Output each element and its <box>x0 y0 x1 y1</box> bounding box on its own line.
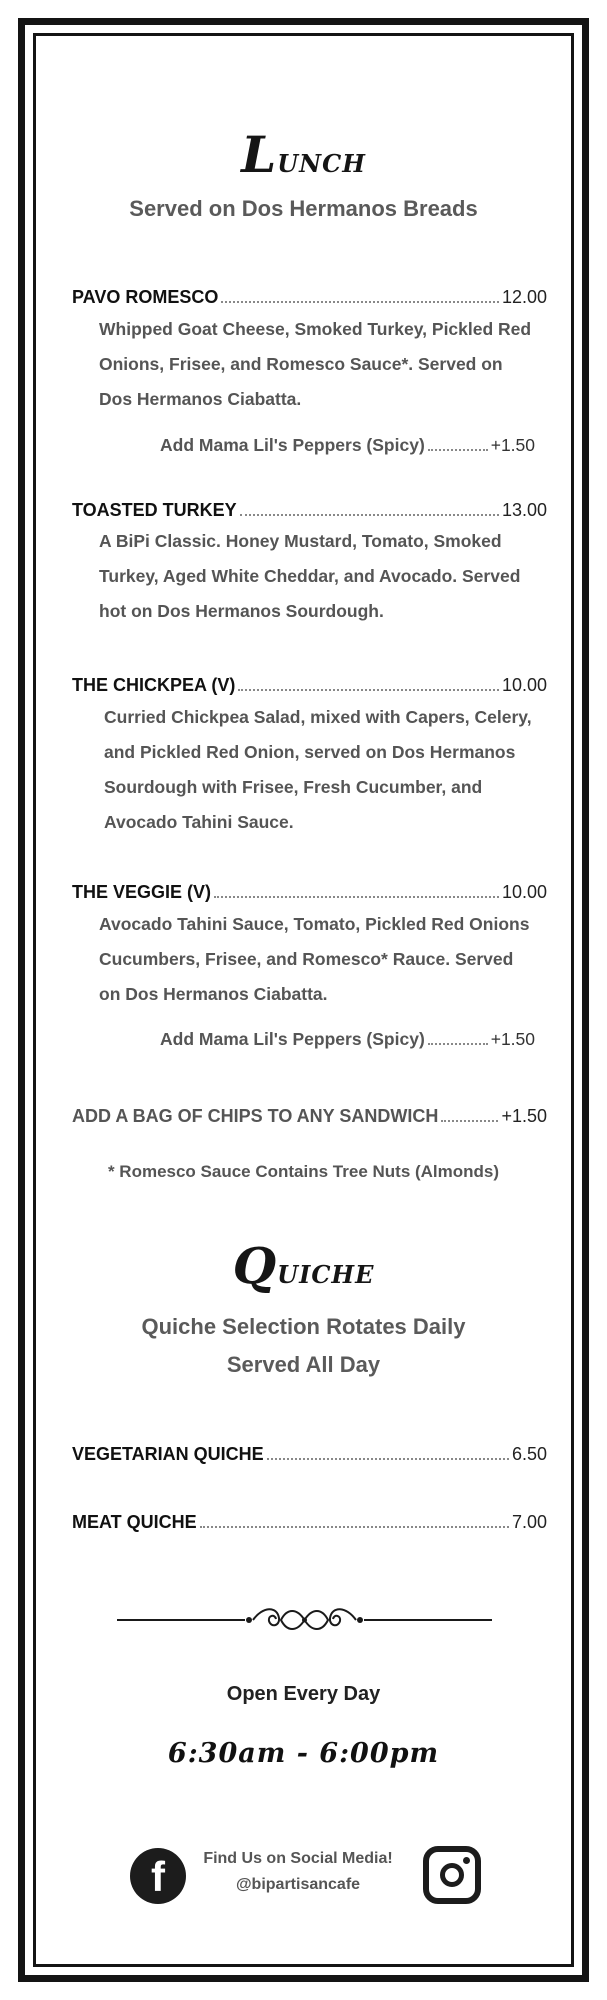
item-price: 7.00 <box>511 1512 547 1532</box>
addon-label: Add Mama Lil's Peppers (Spicy) <box>160 1029 425 1049</box>
hours-label: Open Every Day <box>226 1683 381 1705</box>
instagram-lens <box>440 1863 464 1887</box>
instagram-dot <box>463 1857 470 1864</box>
menu-item-the-chickpea <box>72 668 547 696</box>
addon-price: +1.50 <box>490 435 535 455</box>
item-description: A BiPi Classic. Honey Mustard, Tomato, Smoked Turkey, Aged White Cheddar, and Avocado. Served hot on Dos Hermanos Sourdough. <box>99 531 521 621</box>
social-section <box>60 1838 547 1908</box>
social-handle[interactable]: @bipartisancafe <box>235 1876 361 1893</box>
chips-label: ADD A BAG OF CHIPS TO ANY SANDWICH <box>72 1106 439 1126</box>
item-name: THE VEGGIE (V) <box>72 882 212 902</box>
menu-item-meat-quiche <box>72 1505 547 1533</box>
menu-content <box>60 0 547 2000</box>
social-text <box>198 1846 398 1898</box>
hours-time: 6:30am - 6:00pm <box>167 1738 440 1769</box>
item-description: Avocado Tahini Sauce, Tomato, Pickled Red Onions Cucumbers, Frisee, and Romesco* Rauce. Served on Dos Hermanos Ciabatta. <box>99 914 530 1004</box>
quiche-subtitle-rotates: Quiche Selection Rotates Daily <box>141 1314 466 1339</box>
item-addon <box>160 428 535 456</box>
chips-addon-row <box>72 1099 547 1127</box>
item-name: MEAT QUICHE <box>72 1512 197 1532</box>
item-description: Curried Chickpea Salad, mixed with Capers, Celery, and Pickled Red Onion, served on Dos Hermanos Sourdough with Frisee, Fresh Cucumber, and Avocado Tahini Sauce. <box>104 707 532 832</box>
addon-price: +1.50 <box>490 1029 535 1049</box>
dot-leader <box>238 688 499 691</box>
dot-leader <box>441 1119 498 1122</box>
dot-leader <box>200 1525 509 1528</box>
addon-label: Add Mama Lil's Peppers (Spicy) <box>160 435 425 455</box>
allergy-note: * Romesco Sauce Contains Tree Nuts (Almonds) <box>107 1162 500 1181</box>
quiche-subtitle-all-day: Served All Day <box>226 1352 381 1377</box>
dot-leader <box>428 1042 488 1045</box>
item-name: TOASTED TURKEY <box>72 500 237 520</box>
chips-price: +1.50 <box>501 1106 547 1126</box>
item-description: Whipped Goat Cheese, Smoked Turkey, Pickled Red Onions, Frisee, and Romesco Sauce*. Served on Dos Hermanos Ciabatta. <box>99 319 532 409</box>
menu-item-vegetarian-quiche <box>72 1437 547 1465</box>
menu-item-the-veggie <box>72 875 547 903</box>
item-price: 6.50 <box>511 1444 547 1464</box>
item-price: 10.00 <box>501 882 547 902</box>
item-price: 12.00 <box>501 287 547 307</box>
facebook-icon[interactable]: f <box>130 1848 186 1904</box>
instagram-icon[interactable] <box>423 1846 481 1904</box>
ornament-divider <box>117 1600 492 1640</box>
dot-leader <box>428 448 488 451</box>
quiche-title: Quiche <box>232 1236 375 1295</box>
item-price: 13.00 <box>501 500 547 520</box>
lunch-subtitle: Served on Dos Hermanos Breads <box>129 196 478 221</box>
dot-leader <box>221 300 499 303</box>
dot-leader <box>214 895 499 898</box>
item-name: VEGETARIAN QUICHE <box>72 1444 264 1464</box>
item-name: THE CHICKPEA (V) <box>72 675 236 695</box>
dot-leader <box>240 513 499 516</box>
dot-leader <box>267 1457 509 1460</box>
lunch-title: Lunch <box>241 125 366 184</box>
menu-item-pavo-romesco <box>72 280 547 308</box>
item-name: PAVO ROMESCO <box>72 287 219 307</box>
menu-item-toasted-turkey <box>72 493 547 521</box>
social-tagline: Find Us on Social Media! <box>203 1850 393 1867</box>
item-addon <box>160 1022 535 1050</box>
item-price: 10.00 <box>501 675 547 695</box>
